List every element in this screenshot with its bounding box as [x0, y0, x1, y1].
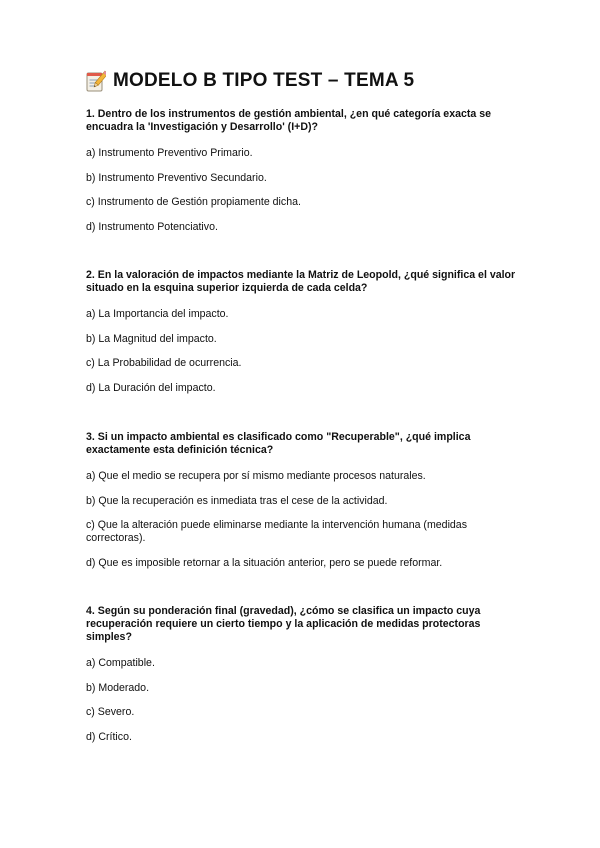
answer-option: d) Crítico.	[86, 730, 132, 743]
answer-option: c) La Probabilidad de ocurrencia.	[86, 357, 242, 369]
question-text: 4. Según su ponderación final (gravedad), ¿cómo se clasifica un impacto cuya recuperación requiere un cierto tiempo y la aplicación de medidas protectoras simples?	[86, 605, 481, 643]
question-text: 3. Si un impacto ambiental es clasificado como "Recuperable", ¿qué implica exactamente esta definición técnica?	[86, 431, 471, 456]
answer-option: b) Moderado.	[86, 681, 150, 694]
question-4	[86, 605, 526, 755]
answer-option: c) Severo.	[86, 706, 135, 718]
answer-option: a) Instrumento Preventivo Primario.	[86, 147, 253, 159]
question-1	[86, 108, 526, 245]
answer-option: a) La Importancia del impacto.	[86, 308, 229, 320]
answer-option: b) La Magnitud del impacto.	[86, 332, 217, 345]
answer-option: c) Que la alteración puede eliminarse mediante la intervención humana (medidas correctoras).	[86, 519, 467, 544]
memo-icon	[86, 70, 106, 92]
answer-option: a) Compatible.	[86, 657, 155, 669]
question-text: 1. Dentro de los instrumentos de gestión ambiental, ¿en qué categoría exacta se encuadra la 'Investigación y Desarrollo' (I+D)?	[86, 108, 492, 133]
page-title	[86, 70, 414, 92]
answer-option: c) Instrumento de Gestión propiamente dicha.	[86, 196, 301, 208]
answer-option: d) La Duración del impacto.	[86, 381, 216, 394]
answer-option: a) Que el medio se recupera por sí mismo mediante procesos naturales.	[86, 470, 426, 482]
page-title-text: MODELO B TIPO TEST – TEMA 5	[113, 70, 415, 91]
answer-option: b) Instrumento Preventivo Secundario.	[86, 171, 267, 184]
answer-option: d) Instrumento Potenciativo.	[86, 220, 218, 233]
question-3	[86, 431, 526, 581]
question-2	[86, 269, 526, 406]
answer-option: d) Que es imposible retornar a la situación anterior, pero se puede reformar.	[86, 556, 443, 569]
question-text: 2. En la valoración de impactos mediante la Matriz de Leopold, ¿qué significa el valor situado en la esquina superior izquierda de cada celda?	[86, 269, 516, 294]
answer-option: b) Que la recuperación es inmediata tras el cese de la actividad.	[86, 494, 388, 507]
